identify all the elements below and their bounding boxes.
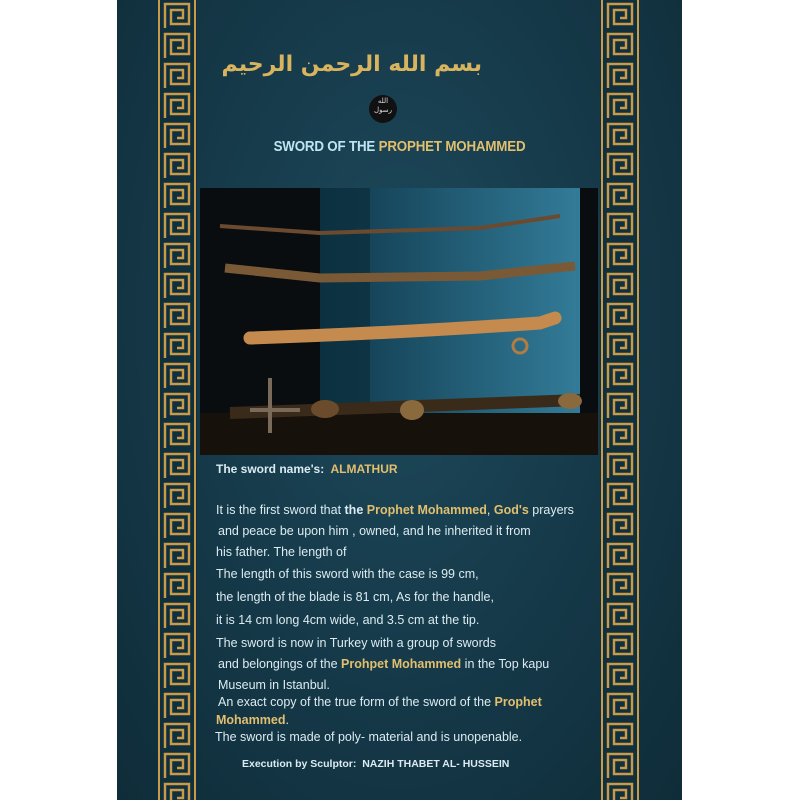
credit-name: NAZIH THABET AL- HUSSEIN	[362, 758, 510, 770]
paragraph-line	[218, 657, 549, 671]
title-part: SWORD OF THE	[273, 139, 379, 155]
page-title	[140, 139, 660, 155]
paragraph-line: The length of this sword with the case is 99 cm,	[216, 567, 479, 581]
greek-key-border-left	[157, 0, 197, 800]
poster	[117, 0, 682, 800]
paragraph-line: it is 14 cm long 4cm wide, and 3.5 cm at the tip.	[216, 613, 480, 627]
greek-key-border-right	[600, 0, 640, 800]
sword-photo	[200, 188, 598, 455]
text: ,	[486, 503, 494, 517]
paragraph-line: Museum in Istanbul.	[218, 678, 330, 692]
seal-line: الله	[377, 97, 389, 105]
highlight-god: God's	[493, 503, 529, 517]
seal-of-prophet	[369, 95, 397, 123]
highlight-prophet: Prophet Mohammed	[366, 503, 487, 517]
text: An exact copy of the true form of the sword of the	[218, 695, 495, 709]
highlight-prophet: Prohpet Mohammed	[341, 657, 462, 671]
sword-name-line	[216, 462, 398, 476]
paragraph-line: his father. The length of	[216, 545, 347, 559]
text: the	[344, 503, 367, 517]
title-highlight: PROPHET MOHAMMED	[378, 139, 526, 155]
basmala-calligraphy: بسم الله الرحمن الرحيم	[221, 52, 482, 77]
text: It is the first sword that	[216, 503, 345, 517]
highlight-prophet: Prophet	[494, 695, 542, 709]
paragraph-line: The sword is now in Turkey with a group of swords	[216, 636, 496, 650]
swords-image	[200, 188, 598, 455]
sculptor-credit	[242, 758, 509, 770]
text: in the Top kapu	[461, 657, 550, 671]
highlight-mohammed: Mohammed	[216, 713, 286, 727]
paragraph-line: The sword is made of poly- material and is unopenable.	[215, 730, 523, 744]
seal-line: رسول	[374, 106, 392, 114]
credit-label: Execution by Sculptor:	[242, 758, 357, 770]
sword-name-label: The sword name's:	[216, 462, 325, 476]
text: prayers	[528, 503, 574, 517]
paragraph-line	[216, 503, 574, 517]
paragraph-line	[216, 713, 289, 727]
paragraph-line: the length of the blade is 81 cm, As for the handle,	[216, 590, 494, 604]
text: and belongings of the	[218, 657, 342, 671]
text: .	[285, 713, 289, 727]
paragraph-line: and peace be upon him , owned, and he inherited it from	[218, 524, 531, 538]
paragraph-line	[218, 695, 542, 709]
sword-name-value: ALMATHUR	[330, 462, 398, 476]
